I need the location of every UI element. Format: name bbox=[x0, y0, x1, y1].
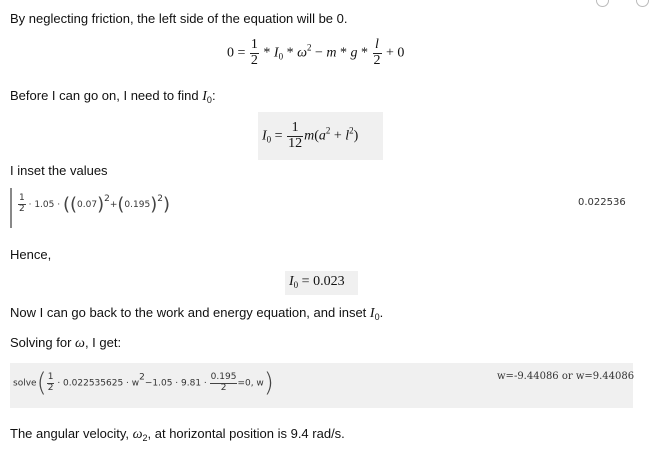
inertia-result: 0.022536 bbox=[578, 197, 626, 208]
solve-calculation-region bbox=[10, 363, 633, 408]
paragraph-inset-values: I inset the values bbox=[10, 163, 108, 178]
paragraph-friction: By neglecting friction, the left side of the equation will be 0. bbox=[10, 11, 348, 26]
inertia-value-equation: $I_0 = 0.023$ bbox=[285, 271, 358, 295]
solve-expression: solve( $\frac{1}{2}$ · $0.022535625 \cdot w^2-1.05 \cdot 9.81$ · $\frac{0.195}{2}$ =0, w) bbox=[13, 368, 274, 398]
paragraph-find-I0: Before I can go on, I need to find $I_0$: bbox=[10, 88, 216, 105]
paragraph-angular-velocity: The angular velocity, $\omega_2$, at horizontal position is 9.4 rad/s. bbox=[10, 426, 345, 443]
fraction-half: $\frac{1}{2}$ bbox=[250, 37, 258, 68]
fraction-one-twelfth: $\frac{1}{12}$ bbox=[288, 120, 303, 151]
calc-region-marker bbox=[10, 188, 12, 228]
solve-result: w=-9.44086 or w=9.44086 bbox=[497, 371, 635, 382]
paragraph-solving: Solving for ω, I get: bbox=[10, 335, 122, 351]
paragraph-go-back: Now I can go back to the work and energy equation, and inset $I_0$. bbox=[10, 305, 384, 322]
fraction-l-over-2: $\frac{l}{2}$ bbox=[373, 37, 381, 68]
paragraph-hence: Hence, bbox=[10, 247, 52, 262]
cropped-circle-icon bbox=[596, 0, 609, 7]
inertia-calculation: $\frac{1}{2}$ · $1.05 \cdot ((0.07)^2+(0.195)^2)$ bbox=[19, 193, 170, 215]
cropped-circle-icon bbox=[636, 0, 649, 7]
inertia-formula: $I_0$ = $\frac{1}{12}$ $m(a^2 + l^2)$ bbox=[258, 112, 383, 160]
energy-equation: 0 = $\frac{1}{2}$ * $I_0 * \omega^2 - m * g$ * $\frac{l}{2}$ + 0 bbox=[227, 37, 405, 68]
